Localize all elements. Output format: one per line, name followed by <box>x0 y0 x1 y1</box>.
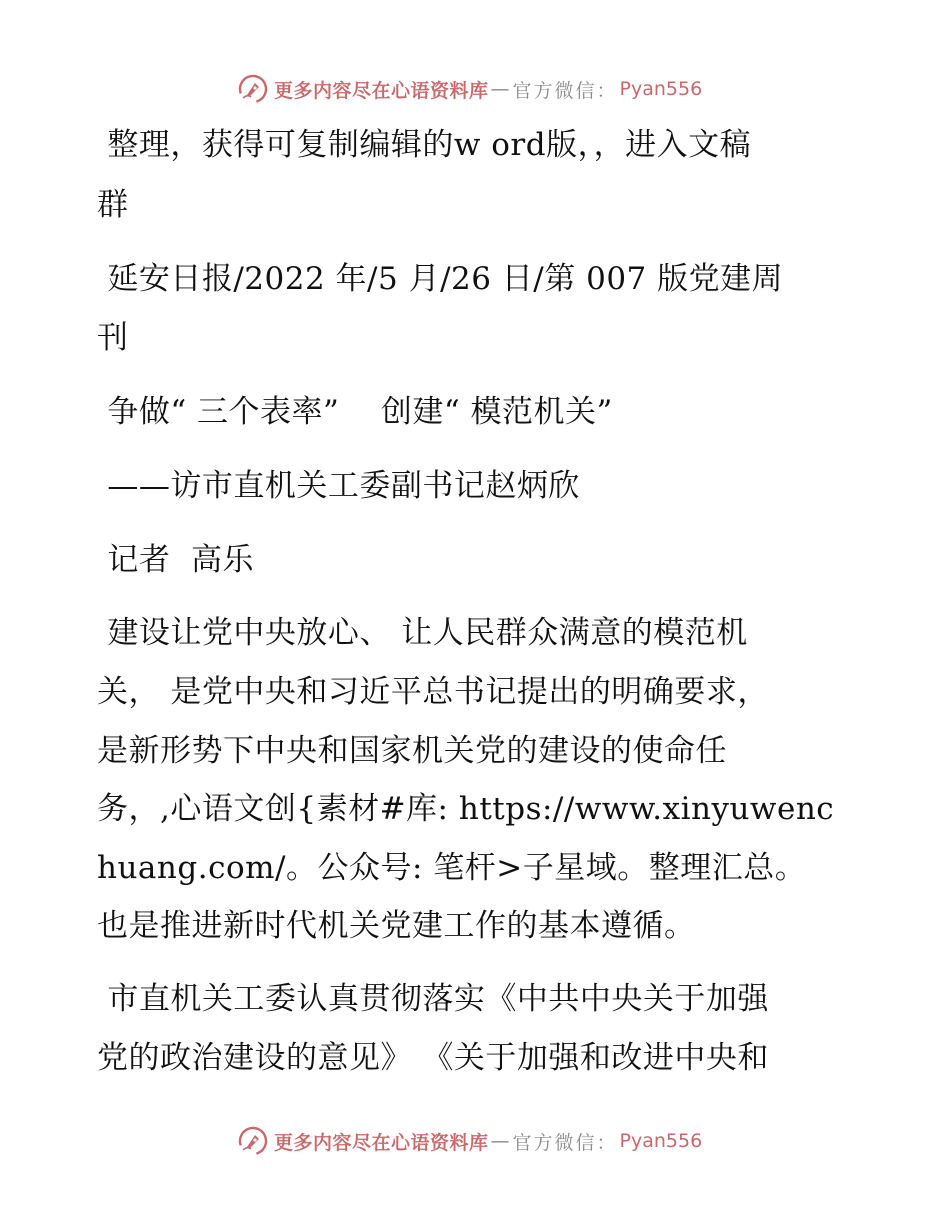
body-line: 党的政治建设的意见》 《关于加强和改进中央和 <box>97 1040 769 1076</box>
watermark-separator: — <box>490 78 511 100</box>
byline: 记者 高乐 <box>97 542 255 578</box>
pen-nib-logo-icon <box>238 74 268 104</box>
body-line: 市直机关工委认真贯彻落实《中共中央关于加强 <box>97 981 769 1017</box>
source-line: 延安日报/2022 年/5 月/26 日/第 007 版党建周 <box>97 261 784 297</box>
watermark-official-label: 官方微信： <box>512 79 618 102</box>
article-title: 争做“ 三个表率” 创建“ 模范机关” <box>97 394 613 430</box>
body-line: huang.com/。公众号: 笔杆>子星域。整理汇总。 <box>97 850 807 886</box>
header-watermark <box>238 72 702 106</box>
pen-nib-logo-icon <box>238 1126 268 1156</box>
article-subtitle: ——访市直机关工委副书记赵炳欣 <box>97 468 580 504</box>
footer-watermark <box>238 1124 702 1158</box>
doc-line: 整理，获得可复制编辑的w ord版，，进入文稿 <box>97 127 752 163</box>
body-line: 也是推进新时代机关党建工作的基本遵循。 <box>97 908 696 944</box>
watermark-wechat-id: Pyan556 <box>619 1130 703 1152</box>
doc-line: 群 <box>97 187 129 223</box>
watermark-brand: 更多内容尽在心语资料库 <box>274 79 489 102</box>
body-line: 是新形势下中央和国家机关党的建设的使命任 <box>97 733 727 769</box>
watermark-separator: — <box>490 1130 511 1152</box>
body-line: 务，,心语文创{素材#库: https://www.xinyuwenc <box>97 791 835 827</box>
watermark-wechat-id: Pyan556 <box>619 78 703 100</box>
watermark-official-label: 官方微信： <box>512 1131 618 1154</box>
source-line: 刊 <box>97 320 129 356</box>
body-line: 关， 是党中央和习近平总书记提出的明确要求， <box>97 674 769 710</box>
watermark-brand: 更多内容尽在心语资料库 <box>274 1131 489 1154</box>
body-line: 建设让党中央放心、 让人民群众满意的模范机 <box>97 615 748 651</box>
